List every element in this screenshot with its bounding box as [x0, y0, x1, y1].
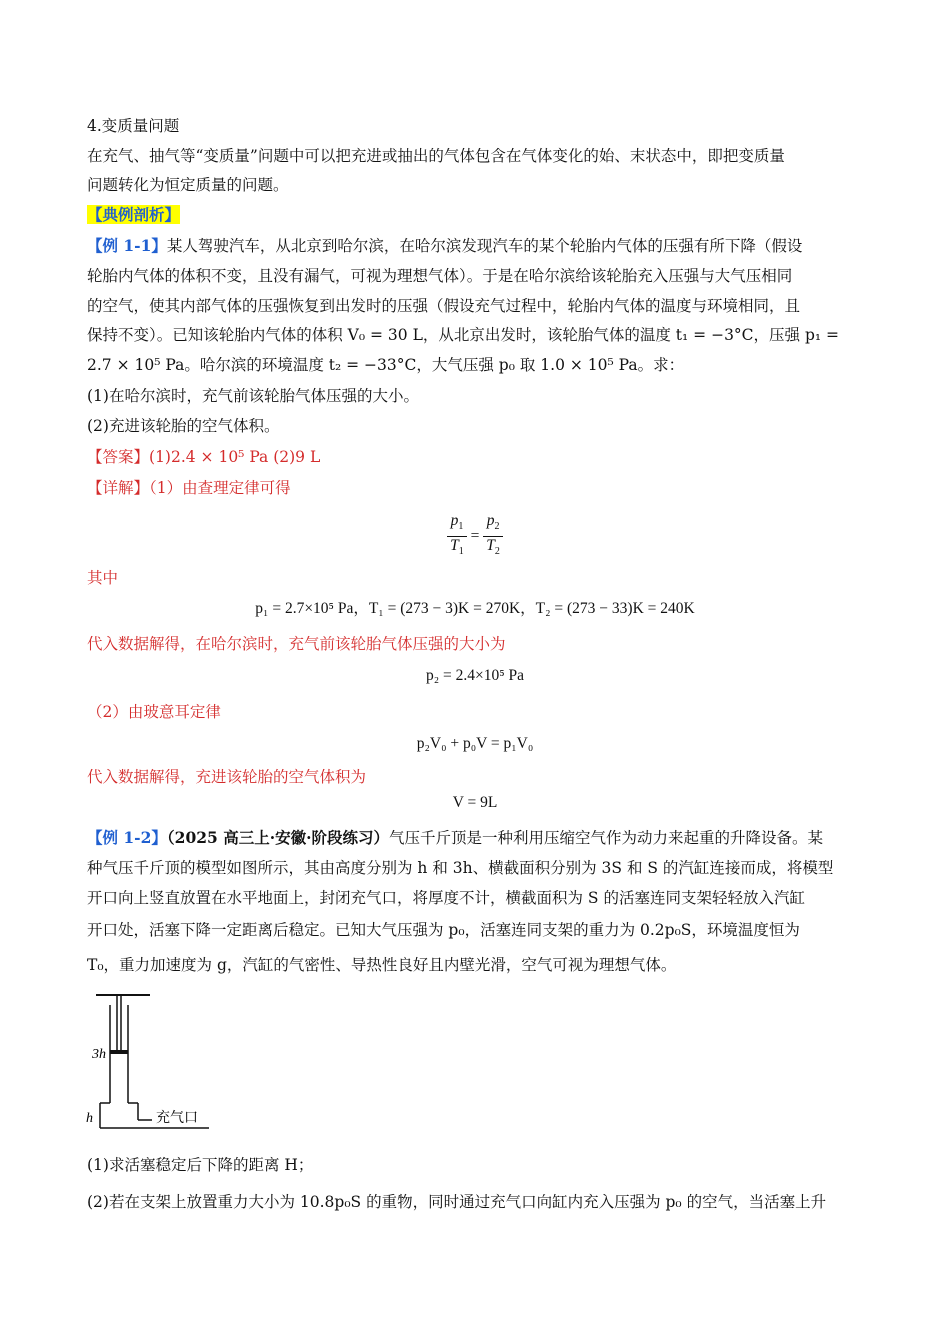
example2-question-2: (2)若在支架上放置重力大小为 10.8p₀S 的重物，同时通过充气口向缸内充入压强为 p₀ 的空气，当活塞上升: [87, 1193, 827, 1211]
example1-paragraph-line: 的空气，使其内部气体的压强恢复到出发时的压强（假设充气过程中，轮胎内气体的温度与环境相同，且: [87, 297, 801, 315]
substitution-line-2: 代入数据解得，充进该轮胎的空气体积为: [87, 768, 367, 786]
section-intro-line: 问题转化为恒定质量的问题。: [87, 176, 289, 194]
detail-tag: 【详解】: [87, 479, 150, 497]
section-title: 4.变质量问题: [87, 117, 180, 135]
label-h: h: [86, 1111, 93, 1126]
example2-paragraph-line: 开口处，活塞下降一定距离后稳定。已知大气压强为 p₀，活塞连同支架的重力为 0.2p₀S，环境温度恒为: [87, 921, 800, 939]
example1-question-2: (2)充进该轮胎的空气体积。: [87, 417, 280, 435]
where-label: 其中: [87, 569, 119, 587]
equation-values-text: p₁ = 2.7×10⁵ Pa，T₁ = (273 − 3)K = 270K，T₂ = (273 − 33)K = 240K: [255, 600, 695, 617]
equation-charles-law: $\frac{p_1}{T_1}$ = $\frac{p_2}{T_2}$: [0, 512, 950, 561]
example1-text: 某人驾驶汽车，从北京到哈尔滨，在哈尔滨发现汽车的某个轮胎内气体的压强有所下降（假设: [166, 237, 803, 255]
answer-tag: 【答案】: [87, 448, 150, 466]
equation-p2: [0, 665, 950, 687]
typical-example-label: 【典例剖析】: [87, 205, 181, 224]
typical-example-heading: [87, 205, 867, 225]
piston: [110, 1050, 128, 1054]
example1-answer: [87, 447, 867, 467]
equation-values: [0, 598, 950, 620]
example1-paragraph-line: 保持不变）。已知该轮胎内气体的体积 V₀ = 30 L，从北京出发时，该轮胎气体的温度 t₁ = −3°C，压强 p₁ =: [87, 326, 840, 344]
example1-tag: 【例 1-1】: [87, 236, 167, 255]
example2-paragraph-line: 开口向上竖直放置在水平地面上，封闭充气口，将厚度不计，横截面积为 S 的活塞连同支架轻轻放入汽缸: [87, 889, 805, 907]
equation-volume: [0, 792, 950, 814]
detail-step-1: （1）由查理定律可得: [149, 479, 291, 497]
example2-paragraph-line: [87, 828, 867, 848]
equation-boyle-text: p₂V₀ + p₀V = p₁V₀: [416, 735, 534, 752]
example2-question-1: (1)求活塞稳定后下降的距离 H；: [87, 1156, 314, 1174]
label-inlet: 充气口: [156, 1110, 198, 1126]
equation-p2-text: p₂ = 2.4×10⁵ Pa: [425, 667, 525, 684]
example2-paragraph-line: 种气压千斤顶的模型如图所示，其由高度分别为 h 和 3h、横截面积分别为 3S 和 S 的汽缸连接而成，将模型: [87, 859, 834, 877]
example1-question-1: (1)在哈尔滨时，充气前该轮胎气体压强的大小。: [87, 387, 419, 405]
fraction-p2-t2: $\frac{p_2}{T_2}$: [483, 512, 503, 561]
equation-boyle: [0, 733, 950, 755]
example1-detail: [87, 478, 867, 498]
section-intro-line: 在充气、抽气等“变质量”问题中可以把充进或抽出的气体包含在气体变化的始、末状态中，即把变质量: [87, 147, 785, 165]
label-3h: 3h: [92, 1047, 106, 1062]
substitution-line-1: 代入数据解得，在哈尔滨时，充气前该轮胎气体压强的大小为: [87, 635, 506, 653]
example2-source: （2025 高三上·安徽·阶段练习）: [166, 828, 389, 847]
example2-tag: 【例 1-2】: [87, 828, 167, 847]
detail-step-2: （2）由玻意耳定律: [87, 703, 221, 721]
pneumatic-jack-figure: [84, 990, 214, 1140]
example2-paragraph-line: T₀，重力加速度为 g，汽缸的气密性、导热性良好且内壁光滑，空气可视为理想气体。: [87, 956, 677, 974]
equation-volume-text: V = 9L: [452, 794, 498, 811]
answer-text: (1)2.4 × 10⁵ Pa (2)9 L: [149, 448, 321, 466]
fraction-p1-t1: $\frac{p_1}{T_1}$: [447, 512, 467, 561]
example1-paragraph-line: [87, 236, 867, 256]
example2-text: 气压千斤顶是一种利用压缩空气作为动力来起重的升降设备。某: [389, 829, 824, 847]
example1-paragraph-line: 2.7 × 10⁵ Pa。哈尔滨的环境温度 t₂ = −33°C，大气压强 p₀ 取 1.0 × 10⁵ Pa。求：: [87, 356, 685, 374]
example1-paragraph-line: 轮胎内气体的体积不变，且没有漏气，可视为理想气体）。于是在哈尔滨给该轮胎充入压强与大气压相同: [87, 267, 793, 285]
